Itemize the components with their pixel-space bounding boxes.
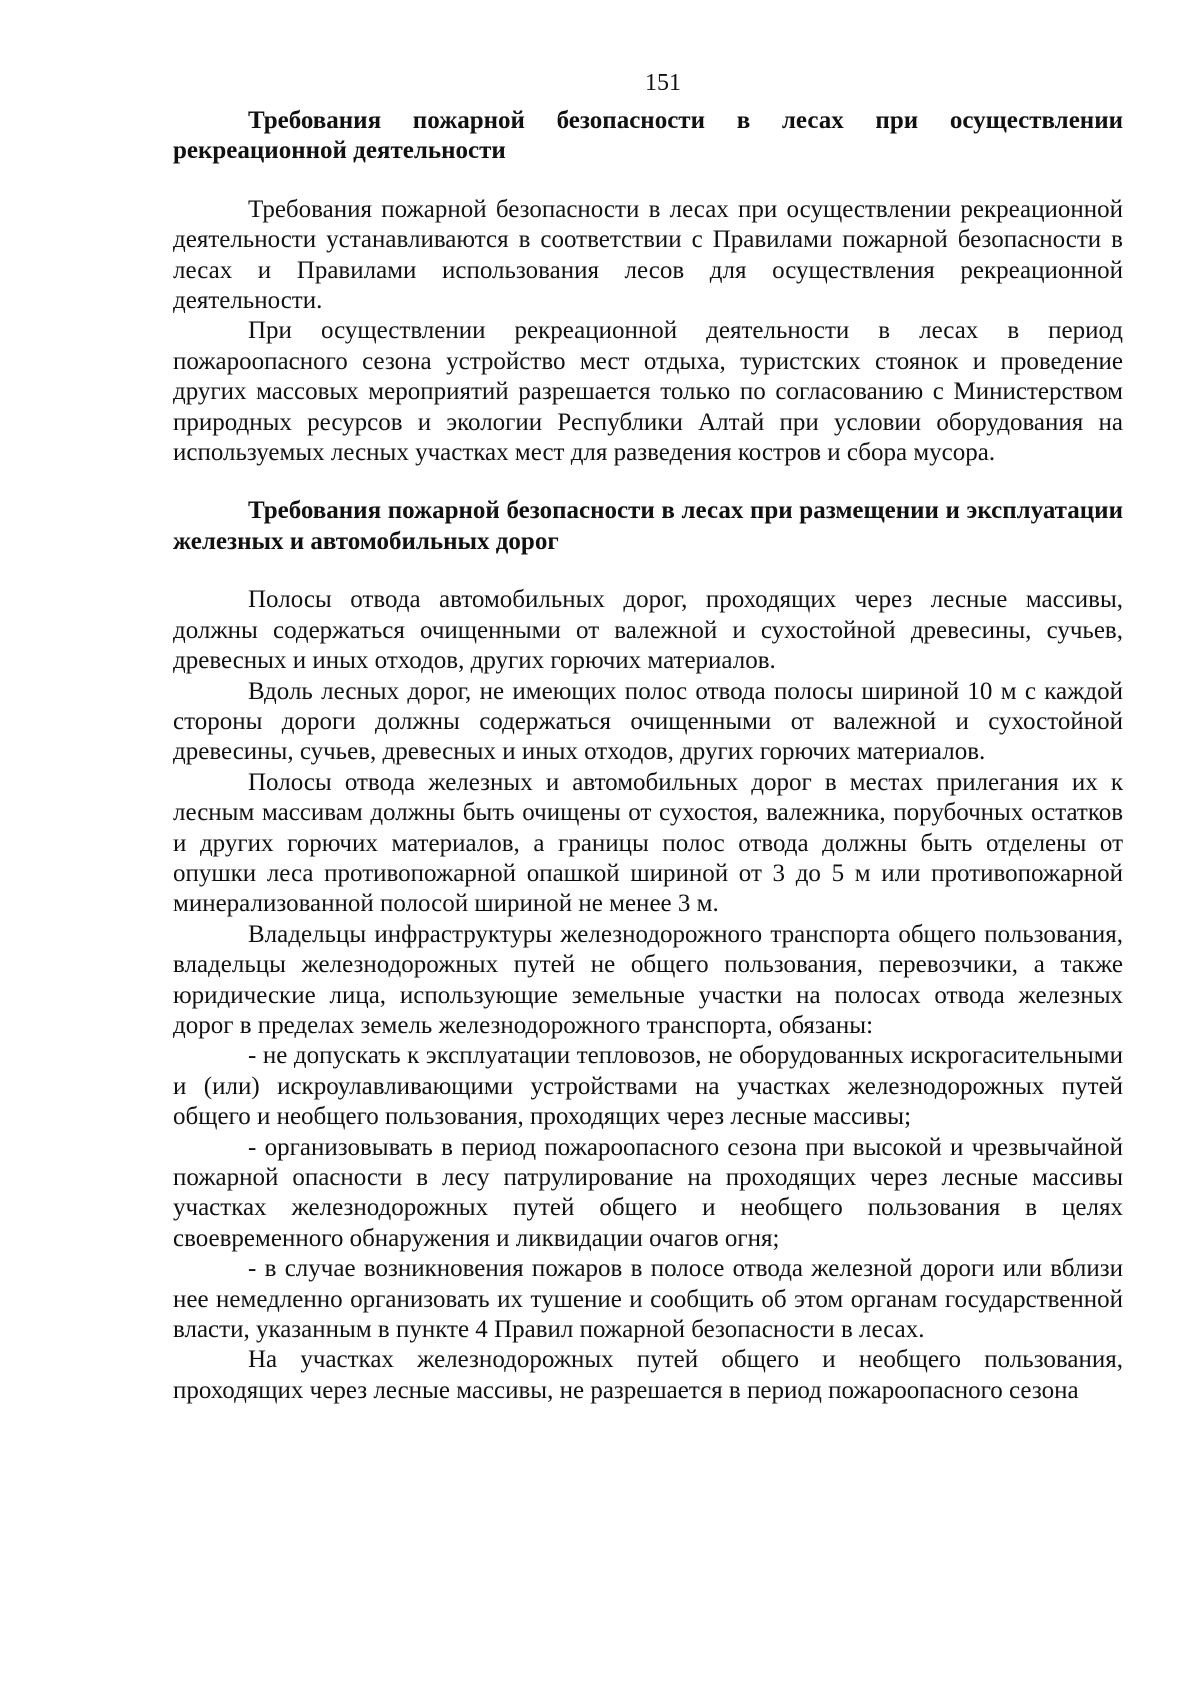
paragraph: Владельцы инфраструктуры железнодорожного транспорта общего пользования, владельцы железнодорожных путей не общего пользования, перевозчики, а также юридические лица, использующие земельные участки на полосах отвода железных дорог в пределах земель железнодорожного транспорта, обязаны:	[173, 920, 1123, 1039]
paragraph: Вдоль лесных дорог, не имеющих полос отвода полосы шириной 10 м с каждой стороны дороги должны содержаться очищенными от валежной и сухостойной древесины, сучьев, древесных и иных отходов, других горючих материалов.	[173, 677, 1123, 766]
list-item: - не допускать к эксплуатации тепловозов, не оборудованных искрогасительными и (или) искроулавливающими устройствами на участках железнодорожных путей общего и необщего пользования, проходящих через лесные массивы;	[173, 1042, 1123, 1131]
list-item: - организовывать в период пожароопасного сезона при высокой и чрезвычайной пожарной опасности в лесу патрулирование на проходящих через лесные массивы участках железнодорожных путей общего и необщего пользования в целях своевременного обнаружения и ликвидации очагов огня;	[173, 1133, 1123, 1252]
paragraph: Требования пожарной безопасности в лесах при осуществлении рекреационной деятельности устанавливаются в соответствии с Правилами пожарной безопасности в лесах и Правилами использования лесов для осуществления рекреационной деятельности.	[173, 195, 1123, 315]
page-number: 151	[645, 70, 681, 96]
paragraph: Полосы отвода автомобильных дорог, проходящих через лесные массивы, должны содержаться очищенными от валежной и сухостойной древесины, сучьев, древесных и иных отходов, других горючих материалов.	[173, 586, 1123, 675]
document-page	[173, 68, 1123, 1406]
section-heading-roads: Требования пожарной безопасности в лесах при размещении и эксплуатации железных и автомобильных дорог	[173, 497, 1123, 555]
paragraph: На участках железнодорожных путей общего и необщего пользования, проходящих через лесные массивы, не разрешается в период пожароопасного сезона	[173, 1346, 1123, 1404]
paragraph: Полосы отвода железных и автомобильных дорог в местах прилегания их к лесным массивам должны быть очищены от сухостоя, валежника, порубочных остатков и других горючих материалов, а границы полос отвода должны быть отделены от опушки леса противопожарной опашкой шириной от 3 до 5 м или противопожарной минерализованной полосой шириной не менее 3 м.	[173, 768, 1123, 918]
list-item: - в случае возникновения пожаров в полосе отвода железной дороги или вблизи нее немедленно организовать их тушение и сообщить об этом органам государственной власти, указанным в пункте 4 Правил пожарной безопасности в лесах.	[173, 1255, 1123, 1344]
paragraph: При осуществлении рекреационной деятельности в лесах в период пожароопасного сезона устройство мест отдыха, туристских стоянок и проведение других массовых мероприятий разрешается только по согласованию с Министерством природных ресурсов и экологии Республики Алтай при условии оборудования на используемых лесных участках мест для разведения костров и сбора мусора.	[173, 317, 1123, 467]
section-heading-recreation: Требования пожарной безопасности в лесах при осуществлении рекреационной деятельности	[173, 107, 1123, 165]
